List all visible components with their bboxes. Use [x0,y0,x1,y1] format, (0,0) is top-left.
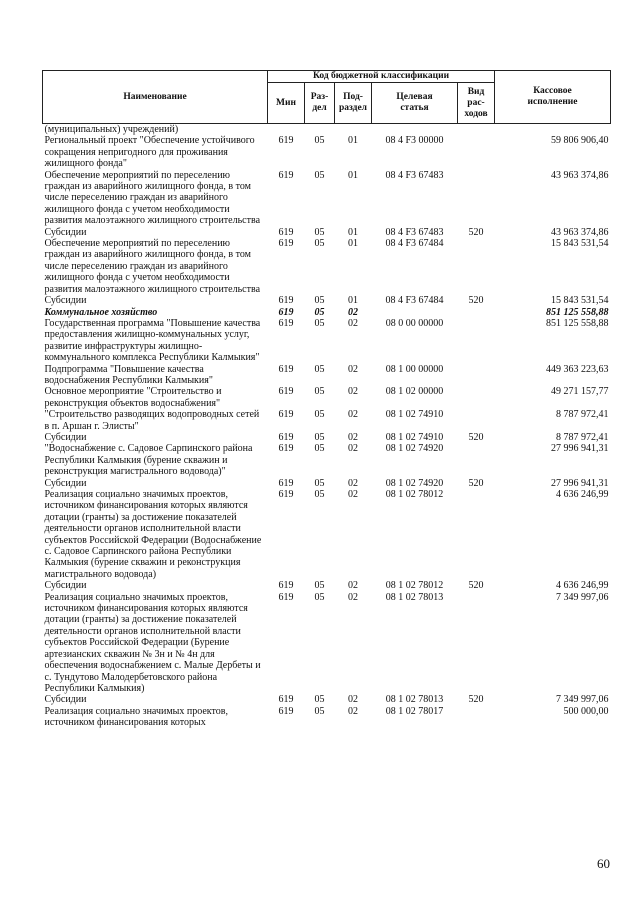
cell-name: Региональный проект "Обеспечение устойчивого сокращения непригодного для проживания жилищного фонда" [44,135,255,170]
cell-cel: 08 4 F3 67483 [385,226,444,238]
cell-name: Коммунальное хозяйство [44,306,158,318]
cell-cel: 08 1 02 74910 [385,431,444,443]
cell-podr: 02 [348,431,358,443]
cell-min: 619 [278,295,294,307]
cell-razd: 05 [314,317,325,329]
cell-name: Обеспечение мероприятий по переселению граждан из аварийного жилищного фонда, в том числе переселению граждан из аварийного жилищного фонда с учетом необходимости развития малоэтажного жилищного строительства [44,169,261,227]
cell-razd: 05 [314,238,325,250]
budget-table [42,70,611,729]
cell-kass: 8 787 972,41 [556,409,609,421]
table-row [43,706,611,729]
cell-podr: 02 [348,409,358,421]
cell-razd: 05 [314,295,325,307]
table-header [43,71,611,124]
cell-podr [335,124,372,136]
cell-name: Субсидии [44,431,87,443]
cell-podr: 02 [348,443,358,455]
table-row [43,238,611,295]
cell-cel: 08 1 02 78012 [385,489,444,500]
cell-podr: 02 [348,705,358,717]
table-row [43,443,611,477]
cell-cel: 08 1 02 74910 [385,409,444,421]
cell-cel: 08 4 F3 67484 [385,295,444,307]
cell-kass: 43 963 374,86 [551,226,609,238]
cell-kass: 500 000,00 [563,705,609,717]
table-row [43,386,611,409]
cell-min: 619 [278,135,294,147]
cell-razd: 05 [314,226,325,238]
cell-kass: 43 963 374,86 [551,169,609,181]
cell-vid [458,307,495,318]
cell-kass: 59 806 906,40 [551,135,609,147]
table-row [43,580,611,591]
cell-kass: 4 636 246,99 [556,580,609,592]
cell-vid: 520 [468,431,484,443]
cell-podr: 01 [348,135,358,147]
cell-vid [458,409,495,432]
header-name: Наименование [43,71,268,124]
cell-cel: 08 4 F3 00000 [385,135,444,147]
table-row [43,318,611,364]
cell-name: Обеспечение мероприятий по переселению граждан из аварийного жилищного фонда, в том числе переселению граждан из аварийного жилищного фонда с учетом необходимости развития малоэтажного жилищного строительства [44,238,261,295]
table-body [43,124,611,729]
cell-min: 619 [278,489,294,500]
table-row [43,364,611,387]
cell-cel: 08 1 02 74920 [385,443,444,455]
cell-cel: 08 1 00 00000 [385,363,444,375]
table-row [43,694,611,705]
cell-razd: 05 [314,591,325,603]
cell-vid: 520 [468,226,484,238]
cell-vid [458,386,495,409]
cell-vid [458,364,495,387]
cell-min: 619 [278,317,294,329]
cell-kass: 851 125 558,88 [546,306,609,318]
cell-cel: 08 0 00 00000 [385,317,444,329]
header-code-group: Код бюджетной классификации [268,71,495,83]
cell-vid [458,238,495,295]
cell-cel: 08 1 02 78013 [385,694,444,706]
cell-vid [458,124,495,136]
cell-name: Реализация социально значимых проектов, источником финансирования которых являются дотации (гранты) за достижение показателей деятельности органов исполнительной власти субъектов Российской Федерации (Бурение артезианских скважин № 3н и № 4н для обеспечения водоснабжением с. Малые Дербеты и с. Тундутово Малодербетовского района Республики Калмыкия) [44,591,261,694]
cell-min: 619 [278,580,294,592]
table-row [43,295,611,306]
table-row [43,432,611,443]
table-row [43,409,611,432]
cell-vid [458,706,495,729]
cell-name: Субсидии [44,295,87,307]
cell-podr: 02 [348,477,358,489]
cell-vid: 520 [468,580,484,592]
cell-razd: 05 [314,306,325,318]
cell-razd: 05 [314,694,325,706]
cell-podr: 01 [348,226,358,238]
cell-vid: 520 [468,295,484,307]
cell-name: Основное мероприятие "Строительство и реконструкция объектов водоснабжения" [44,386,222,409]
cell-name: Субсидии [44,580,87,592]
cell-kass: 8 787 972,41 [556,431,609,443]
cell-cel: 08 4 F3 67484 [385,238,444,250]
cell-razd: 05 [314,489,325,500]
cell-name: Реализация социально значимых проектов, источником финансирования которых являются дотации (гранты) за достижение показателей деятельности органов исполнительной власти субъектов Российской Федерации (Водоснабжение с. Садовое Сарпинского района Республики Калмыкия (бурение скважин и реконструкция магистрального водовода) [44,489,262,580]
cell-name: "Строительство разводящих водопроводных сетей в п. Аршан г. Элисты" [44,409,260,432]
cell-name: Реализация социально значимых проектов, источником финансирования которых [44,705,228,729]
table-row [43,170,611,227]
cell-razd: 05 [314,169,325,181]
cell-vid [458,170,495,227]
cell-vid: 520 [468,694,484,706]
cell-podr: 02 [348,306,358,318]
cell-min: 619 [278,431,294,443]
cell-podr: 01 [348,295,358,307]
cell-kass: 15 843 531,54 [551,295,609,307]
cell-razd: 05 [314,477,325,489]
table-row [43,135,611,169]
cell-min: 619 [278,409,294,421]
cell-kass [495,124,611,136]
cell-razd: 05 [314,580,325,592]
cell-min: 619 [278,386,294,398]
cell-name: Субсидии [44,694,87,706]
table-row [43,307,611,318]
table-row [43,478,611,489]
header-vid: Вид рас- ходов [458,83,495,124]
cell-cel [372,124,458,136]
cell-min: 619 [278,694,294,706]
cell-name: Государственная программа "Повышение качества предоставления жилищно-коммунальных услуг, развитие инфраструктуры жилищно-коммунального комплекса Республики Калмыкия" [44,317,261,364]
cell-name: Подпрограмма "Повышение качества водоснабжения Республики Калмыкия" [44,363,213,386]
cell-kass: 4 636 246,99 [556,489,609,500]
cell-podr: 02 [348,591,358,603]
cell-name: Субсидии [44,226,87,238]
cell-name: (муниципальных) учреждений) [44,124,179,135]
cell-min: 619 [278,705,294,717]
cell-name: Субсидии [44,477,87,489]
cell-vid [458,489,495,580]
cell-min: 619 [278,306,294,318]
cell-cel: 08 1 02 00000 [385,386,444,398]
cell-razd: 05 [314,705,325,717]
cell-min: 619 [278,443,294,455]
table-row [43,592,611,695]
cell-vid [458,135,495,169]
cell-cel: 08 4 F3 67483 [385,169,444,181]
cell-min: 619 [278,591,294,603]
cell-podr: 01 [348,169,358,181]
cell-cel: 08 1 02 78017 [385,705,444,717]
cell-razd: 05 [314,386,325,398]
cell-min: 619 [278,238,294,250]
cell-vid: 520 [468,477,484,489]
cell-vid [458,443,495,477]
cell-razd: 05 [314,409,325,421]
cell-podr: 02 [348,363,358,375]
table-row [43,227,611,238]
header-min: Мин [268,83,305,124]
table-row [43,124,611,136]
cell-cel: 08 1 02 74920 [385,477,444,489]
cell-kass: 27 996 941,31 [551,477,609,489]
cell-kass: 7 349 997,06 [556,694,609,706]
cell-min: 619 [278,363,294,375]
cell-cel: 08 1 02 78012 [385,580,444,592]
cell-podr: 02 [348,580,358,592]
cell-vid [458,592,495,695]
cell-name: "Водоснабжение с. Садовое Сарпинского района Республики Калмыкия (бурение скважин и реконструкция магистрального водовода)" [44,443,253,478]
cell-kass: 7 349 997,06 [556,591,609,603]
cell-min [268,124,305,136]
header-kass: Кассовое исполнение [495,71,611,124]
cell-kass: 49 271 157,77 [551,386,609,398]
cell-kass: 851 125 558,88 [546,317,609,329]
cell-podr: 02 [348,317,358,329]
cell-podr: 02 [348,386,358,398]
cell-min: 619 [278,226,294,238]
cell-cel [372,307,458,318]
table-row [43,489,611,580]
cell-min: 619 [278,477,294,489]
header-cel: Целевая статья [372,83,458,124]
cell-kass: 449 363 223,63 [546,363,609,375]
cell-podr: 02 [348,694,358,706]
cell-podr: 02 [348,489,358,500]
cell-razd: 05 [314,363,325,375]
cell-kass: 15 843 531,54 [551,238,609,250]
cell-vid [458,318,495,364]
cell-cel: 08 1 02 78013 [385,591,444,603]
cell-razd: 05 [314,135,325,147]
page-number: 60 [597,856,610,871]
cell-razd: 05 [314,443,325,455]
cell-podr: 01 [348,238,358,250]
cell-min: 619 [278,169,294,181]
header-razd: Раз- дел [305,83,335,124]
cell-razd: 05 [314,431,325,443]
cell-razd [305,124,335,136]
header-podr: Под- раздел [335,83,372,124]
cell-kass: 27 996 941,31 [551,443,609,455]
